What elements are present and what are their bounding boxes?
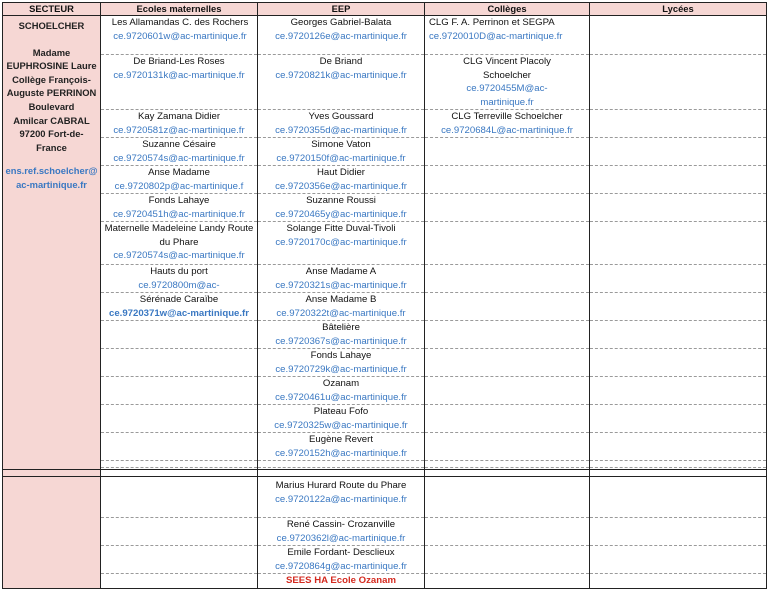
eep-name: Yves Goussard	[308, 111, 374, 122]
eep-cell	[258, 349, 425, 377]
header-row	[3, 3, 767, 16]
maternelle-cell	[101, 433, 258, 461]
secteur-contact-line: Collège François-	[12, 73, 91, 85]
schools-table-sheet	[2, 2, 766, 589]
gap-cell	[258, 470, 425, 477]
lycee-cell	[590, 321, 767, 349]
eep-name: Anse Madame B	[305, 294, 377, 305]
maternelle-cell	[101, 293, 258, 321]
maternelle-cell	[101, 349, 258, 377]
maternelle-email[interactable]: ce.9720581z@ac-martinique.fr	[113, 124, 245, 136]
eep-name: Simone Vaton	[311, 139, 371, 150]
table-row	[3, 166, 767, 194]
college-cell	[425, 477, 590, 518]
lycee-cell	[590, 477, 767, 518]
table-row	[3, 433, 767, 461]
maternelle-email[interactable]: ce.9720574s@ac-martinique.fr	[113, 250, 245, 261]
secteur-email[interactable]	[3, 164, 100, 191]
lycee-cell	[590, 138, 767, 166]
lycee-cell	[590, 461, 767, 468]
secteur-contact-line: EUPHROSINE Laure	[6, 60, 97, 72]
eep-cell	[258, 546, 425, 574]
header-lycees: Lycées	[590, 3, 767, 16]
eep-email[interactable]: ce.9720150f@ac-martinique.fr	[276, 152, 406, 164]
college-cell	[425, 222, 590, 265]
lycee-cell	[590, 16, 767, 55]
maternelle-name: De Briand-Les Roses	[133, 56, 225, 67]
eep-email[interactable]: ce.9720355d@ac-martinique.fr	[275, 124, 407, 136]
eep-name: Emile Fordant- Desclieux	[287, 547, 395, 558]
college-cell	[425, 293, 590, 321]
lycee-cell	[590, 405, 767, 433]
eep-email[interactable]: ce.9720126e@ac-martinique.fr	[275, 30, 407, 42]
secteur-email-line[interactable]: ens.ref.schoelcher@	[5, 165, 98, 177]
eep-cell	[258, 461, 425, 468]
maternelle-cell	[101, 574, 258, 589]
maternelle-email[interactable]: ce.9720574s@ac-martinique.fr	[113, 152, 245, 164]
eep-email[interactable]: ce.9720821k@ac-martinique.fr	[275, 69, 407, 81]
college-email[interactable]: ce.9720010D@ac-martinique.fr	[429, 30, 563, 42]
secteur-contact-line: Amilcar CABRAL	[13, 114, 90, 126]
maternelle-name: Fonds Lahaye	[148, 195, 210, 206]
college-cell	[425, 166, 590, 194]
maternelle-cell	[101, 166, 258, 194]
secteur-email-line[interactable]: ac-martinique.fr	[16, 178, 87, 190]
maternelle-name: Les Allamandas C. des Rochers	[111, 17, 249, 28]
college-name: CLG Terreville Schoelcher	[451, 111, 563, 122]
maternelle-email[interactable]: ce.9720800m@ac-	[138, 279, 220, 291]
table-row	[3, 16, 767, 55]
eep-email[interactable]: ce.9720322t@ac-martinique.fr	[276, 307, 406, 319]
maternelle-email[interactable]: ce.9720371w@ac-martinique.fr	[108, 307, 249, 319]
header-secteur: SECTEUR	[3, 3, 101, 16]
eep-cell	[258, 377, 425, 405]
lycee-cell	[590, 166, 767, 194]
eep-name: De Briand	[319, 56, 363, 67]
table-row	[3, 405, 767, 433]
college-cell	[425, 321, 590, 349]
lycee-cell	[590, 110, 767, 138]
eep-email[interactable]: ce.9720461u@ac-martinique.fr	[275, 391, 407, 403]
maternelle-name: Sérénade Caraïbe	[139, 294, 219, 305]
table-row	[3, 518, 767, 546]
lycee-cell	[590, 433, 767, 461]
maternelle-cell	[101, 518, 258, 546]
maternelle-cell	[101, 110, 258, 138]
schools-table	[2, 2, 767, 589]
eep-email[interactable]: ce.9720465y@ac-martinique.fr	[275, 208, 407, 220]
eep-email[interactable]: ce.9720356e@ac-martinique.fr	[275, 180, 407, 192]
maternelle-name: Kay Zamana Didier	[137, 111, 221, 122]
maternelle-cell	[101, 461, 258, 468]
table-row	[3, 574, 767, 589]
secteur-contact-line: 97200 Fort-de-	[19, 128, 84, 140]
secteur-name: SCHOELCHER	[18, 20, 85, 31]
eep-email[interactable]: ce.9720152h@ac-martinique.fr	[275, 447, 407, 459]
maternelle-email[interactable]: ce.9720451h@ac-martinique.fr	[113, 208, 245, 220]
eep-name: Anse Madame A	[305, 266, 377, 277]
maternelle-name: Maternelle Madeleine Landy Route du Phare	[104, 223, 254, 248]
college-cell	[425, 405, 590, 433]
college-cell	[425, 16, 590, 55]
secteur-contact-line: Boulevard	[28, 100, 75, 112]
eep-cell	[258, 166, 425, 194]
table-row	[3, 477, 767, 518]
eep-cell	[258, 433, 425, 461]
maternelle-email[interactable]: ce.9720131k@ac-martinique.fr	[113, 69, 245, 81]
table-row	[3, 321, 767, 349]
table-row	[3, 222, 767, 265]
gap-cell	[590, 470, 767, 477]
eep-cell	[258, 222, 425, 265]
gap-cell	[425, 470, 590, 477]
college-cell	[425, 194, 590, 222]
header-maternelles: Ecoles maternelles	[101, 3, 258, 16]
lycee-cell	[590, 194, 767, 222]
eep-email[interactable]: ce.9720325w@ac-martinique.fr	[274, 419, 408, 431]
secteur-cell	[3, 477, 101, 589]
maternelle-cell	[101, 194, 258, 222]
college-cell	[425, 349, 590, 377]
eep-email[interactable]: ce.9720729k@ac-martinique.fr	[275, 363, 407, 375]
maternelle-cell	[101, 546, 258, 574]
table-row	[3, 265, 767, 293]
eep-cell	[258, 138, 425, 166]
table-row	[3, 546, 767, 574]
table-row	[3, 138, 767, 166]
eep-name: Plateau Fofo	[313, 406, 369, 417]
table-row	[3, 110, 767, 138]
maternelle-email[interactable]: ce.9720601w@ac-martinique.fr	[113, 30, 247, 42]
secteur-contact-line: Auguste PERRINON	[6, 87, 97, 99]
page-break-row	[3, 470, 767, 477]
sees-ha-label: SEES HA Ecole Ozanam	[285, 575, 396, 586]
eep-cell	[258, 265, 425, 293]
lycee-cell	[590, 349, 767, 377]
eep-name: Fonds Lahaye	[310, 350, 372, 361]
college-cell	[425, 574, 590, 589]
maternelle-name: Hauts du port	[150, 266, 208, 277]
secteur-contact-line: France	[36, 141, 67, 153]
table-row	[3, 349, 767, 377]
eep-name: Haut Didier	[317, 167, 365, 178]
college-cell	[425, 55, 590, 110]
eep-name: Ozanam	[322, 378, 360, 389]
maternelle-cell	[101, 377, 258, 405]
college-cell	[425, 546, 590, 574]
maternelle-cell	[101, 138, 258, 166]
college-name: CLG F. A. Perrinon et SEGPA	[429, 17, 555, 28]
college-cell	[425, 518, 590, 546]
eep-cell	[258, 16, 425, 55]
lycee-cell	[590, 222, 767, 265]
table-row	[3, 461, 767, 468]
maternelle-cell	[101, 405, 258, 433]
maternelle-name: Anse Madame	[148, 167, 210, 178]
college-cell	[425, 265, 590, 293]
lycee-cell	[590, 265, 767, 293]
college-cell	[425, 461, 590, 468]
eep-cell	[258, 194, 425, 222]
secteur-cell	[3, 470, 101, 477]
maternelle-name: Suzanne Césaire	[142, 139, 216, 150]
college-cell	[425, 433, 590, 461]
maternelle-cell	[101, 265, 258, 293]
lycee-cell	[590, 518, 767, 546]
lycee-cell	[590, 293, 767, 321]
college-email[interactable]: ce.9720455M@ac-martinique.fr	[466, 83, 548, 108]
college-name: CLG Vincent Placoly Schoelcher	[463, 56, 551, 81]
eep-email[interactable]: ce.9720321s@ac-martinique.fr	[275, 279, 407, 291]
header-eep: EEP	[258, 3, 425, 16]
gap-cell	[101, 470, 258, 477]
header-colleges: Collèges	[425, 3, 590, 16]
lycee-cell	[590, 574, 767, 589]
table-row	[3, 293, 767, 321]
maternelle-email[interactable]: ce.9720802p@ac-martinique.f	[114, 180, 244, 192]
eep-cell	[258, 293, 425, 321]
lycee-cell	[590, 377, 767, 405]
eep-email[interactable]: ce.9720362l@ac-martinique.fr	[276, 532, 406, 544]
eep-name: Eugène Revert	[309, 434, 373, 445]
eep-name: René Cassin- Crozanville	[286, 519, 396, 530]
eep-name: Georges Gabriel-Balata	[290, 17, 392, 28]
college-cell	[425, 377, 590, 405]
table-row	[3, 377, 767, 405]
eep-cell	[258, 321, 425, 349]
eep-email[interactable]: ce.9720170c@ac-martinique.fr	[275, 236, 407, 248]
eep-name: Marius Hurard Route du Phare	[275, 480, 407, 491]
college-cell	[425, 110, 590, 138]
eep-cell	[258, 405, 425, 433]
eep-email[interactable]: ce.9720864g@ac-martinique.fr	[275, 560, 407, 572]
eep-cell	[258, 477, 425, 518]
maternelle-cell	[101, 477, 258, 518]
eep-email[interactable]: ce.9720122a@ac-martinique.fr	[275, 493, 407, 505]
eep-name: Bâtelière	[322, 322, 360, 333]
maternelle-cell	[101, 55, 258, 110]
eep-cell	[258, 110, 425, 138]
maternelle-cell	[101, 16, 258, 55]
table-row	[3, 55, 767, 110]
maternelle-cell	[101, 321, 258, 349]
maternelle-cell	[101, 222, 258, 265]
eep-cell	[258, 574, 425, 589]
college-cell	[425, 138, 590, 166]
table-row	[3, 194, 767, 222]
lycee-cell	[590, 546, 767, 574]
eep-name: Suzanne Roussi	[306, 195, 376, 206]
eep-email[interactable]: ce.9720367s@ac-martinique.fr	[275, 335, 407, 347]
lycee-cell	[590, 55, 767, 110]
eep-cell	[258, 518, 425, 546]
secteur-cell	[3, 16, 101, 470]
eep-cell	[258, 55, 425, 110]
eep-name: Solange Fitte Duval-Tivoli	[286, 223, 396, 234]
secteur-contact-line: Madame	[32, 46, 71, 58]
college-email[interactable]: ce.9720684L@ac-martinique.fr	[441, 124, 573, 136]
